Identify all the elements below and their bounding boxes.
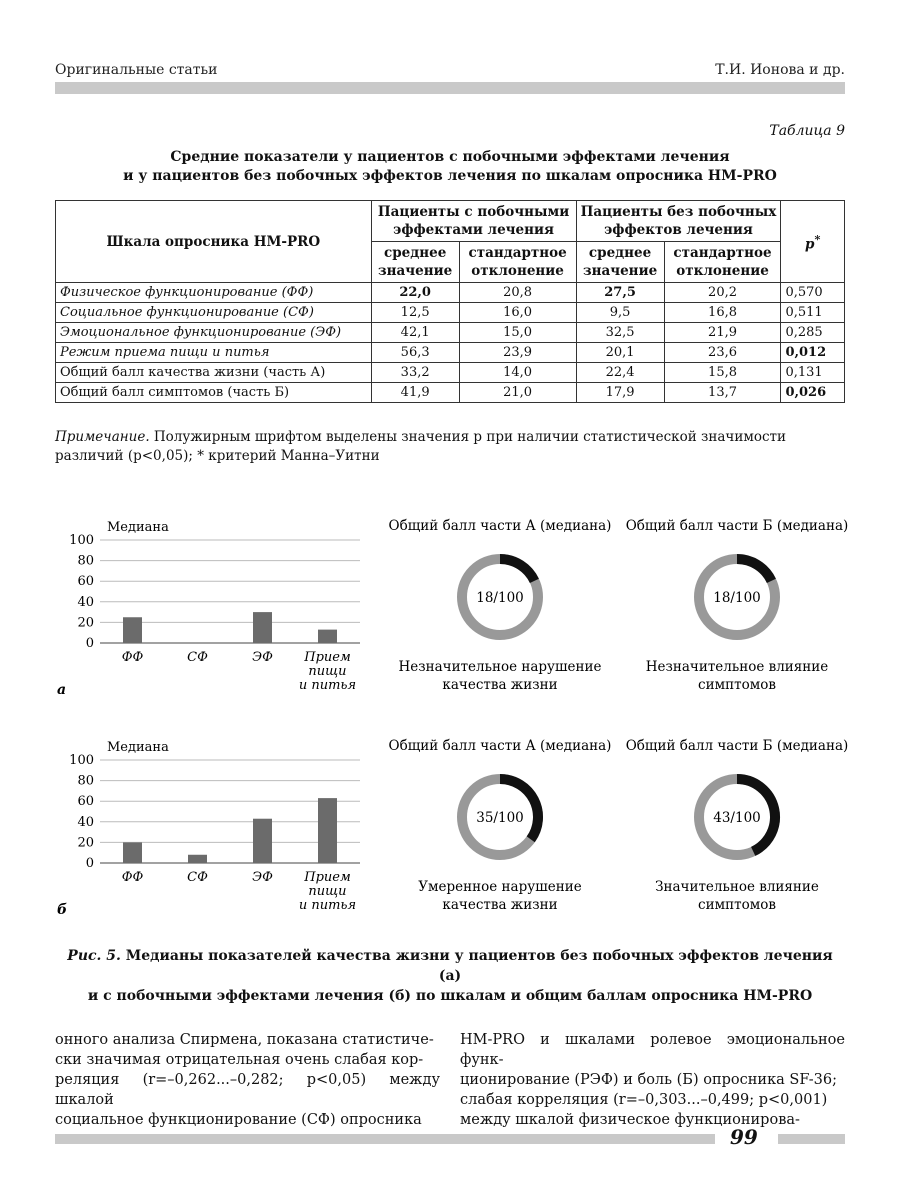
y-tick-label: 0 [85,856,94,871]
bar-chart-title: Медиана [107,520,169,535]
subheader-mean-1: среднее значение [371,242,459,283]
cell-mean1: 12,5 [371,303,459,323]
table-row [56,343,845,363]
bar [253,819,272,863]
body-column-right [460,1030,845,1130]
figure-caption-line1 [55,946,845,986]
y-tick-label: 80 [77,773,94,789]
figure-label: Рис. 5. [67,948,121,964]
cell-sd2: 15,8 [664,363,781,383]
col-header-group2: Пациенты без побочных эффектов лечения [576,201,781,242]
body-line: ски значимая отрицательная очень слабая кор- [55,1052,424,1068]
page-number: 99 [730,1125,758,1149]
x-tick-label: пищи [308,884,347,899]
y-tick-label: 100 [69,533,94,548]
x-tick-label: ФФ [121,870,144,885]
figure-caption-line2: и с побочными эффектами лечения (б) по шкалам и общим баллам опросника HM-PRO [87,988,813,1004]
cell-p: 0,026 [781,383,845,403]
col-header-group1: Пациенты с побочными эффектами лечения [371,201,576,242]
x-tick-label: пищи [308,664,347,679]
body-line: реляция (r=–0,262...–0,282; p<0,05) между шкалой [55,1072,440,1108]
cell-p: 0,285 [781,323,845,343]
y-tick-label: 0 [85,636,94,651]
cell-mean2: 17,9 [576,383,664,403]
bar [318,630,337,643]
table-row [56,363,845,383]
x-tick-label: Прием [304,650,351,665]
cell-mean2: 9,5 [576,303,664,323]
figure-5 [0,500,900,920]
x-tick-label: и питья [298,678,357,693]
cell-sd1: 20,8 [459,283,576,303]
x-tick-label: и питья [298,898,357,913]
donut-caption: симптомов [698,677,776,693]
x-tick-label: СФ [187,650,208,665]
cell-sd2: 13,7 [664,383,781,403]
donut-caption: Умеренное нарушение [418,879,582,895]
donut-title: Общий балл части Б (медиана) [625,738,849,754]
figure-caption [55,946,845,1006]
table-note [55,428,847,466]
donut-value-label: 18/100 [476,590,524,606]
bar [253,612,272,643]
donut-value-arc [737,559,771,581]
data-table [55,200,845,403]
cell-mean1: 22,0 [371,283,459,303]
y-tick-label: 100 [69,753,94,768]
table-row [56,283,845,303]
row-name: Социальное функционирование (СФ) [56,303,372,323]
donut-value-label: 35/100 [476,810,524,826]
cell-mean2: 22,4 [576,363,664,383]
donut-caption: качества жизни [442,677,558,693]
bar-chart-title: Медиана [107,740,169,755]
y-tick-label: 60 [77,574,94,590]
col-header-p [781,201,845,283]
note-label: Примечание. [55,429,150,445]
cell-p: 0,570 [781,283,845,303]
footer-stripe-right [778,1134,845,1144]
bar [318,798,337,863]
col-header-scale: Шкала опросника HM-PRO [56,201,372,283]
y-tick-label: 60 [77,794,94,810]
y-tick-label: 80 [77,553,94,569]
y-tick-label: 40 [77,594,94,610]
bar [123,617,142,643]
panel-label: а [57,682,67,698]
x-tick-label: ФФ [121,650,144,665]
cell-mean1: 42,1 [371,323,459,343]
y-tick-label: 20 [77,615,94,631]
cell-mean1: 56,3 [371,343,459,363]
note-text: Полужирным шрифтом выделены значения p при наличии статистической значимости различий (p<0,05); * критерий Манна–Уитни [55,429,787,464]
figure-caption-text1: Медианы показателей качества жизни у пациентов без побочных эффектов лечения (а) [125,948,833,984]
cell-p: 0,012 [781,343,845,363]
body-line: ционирование (РЭФ) и боль (Б) опросника SF-36; [460,1072,837,1088]
y-tick-label: 20 [77,835,94,851]
row-name: Общий балл симптомов (часть Б) [56,383,372,403]
x-tick-label: ЭФ [252,650,273,665]
donut-title: Общий балл части А (медиана) [388,738,612,754]
cell-sd1: 21,0 [459,383,576,403]
p-letter: p [805,236,815,253]
body-line: HM-PRO и шкалами ролевое эмоциональное функ- [460,1032,845,1068]
table-title-line1: Средние показатели у пациентов с побочными эффектами лечения [170,149,730,165]
donut-caption: симптомов [698,897,776,913]
x-tick-label: Прием [304,870,351,885]
cell-sd1: 15,0 [459,323,576,343]
donut-caption: Незначительное нарушение [398,659,602,675]
table-label: Таблица 9 [769,123,845,139]
header-stripe [55,82,845,94]
running-head-left: Оригинальные статьи [55,62,218,78]
p-asterisk: * [814,231,821,246]
cell-sd1: 14,0 [459,363,576,383]
donut-caption: Значительное влияние [655,879,819,895]
cell-sd2: 21,9 [664,323,781,343]
cell-mean1: 33,2 [371,363,459,383]
x-tick-label: ЭФ [252,870,273,885]
table-row [56,323,845,343]
cell-p: 0,131 [781,363,845,383]
cell-mean1: 41,9 [371,383,459,403]
table-row [56,383,845,403]
cell-sd1: 16,0 [459,303,576,323]
cell-sd2: 20,2 [664,283,781,303]
table-title [55,148,845,186]
table-title-line2: и у пациентов без побочных эффектов лечения по шкалам опросника HM-PRO [123,168,777,184]
cell-mean2: 20,1 [576,343,664,363]
cell-mean2: 32,5 [576,323,664,343]
cell-sd2: 23,6 [664,343,781,363]
row-name: Эмоциональное функционирование (ЭФ) [56,323,372,343]
body-column-left [55,1030,440,1130]
body-line: между шкалой физическое функционирова- [460,1112,800,1128]
body-line: онного анализа Спирмена, показана статистиче- [55,1032,434,1048]
body-line: социальное функционирование (СФ) опросника [55,1112,422,1128]
x-tick-label: СФ [187,870,208,885]
donut-value-label: 18/100 [713,590,761,606]
donut-caption: качества жизни [442,897,558,913]
cell-mean2: 27,5 [576,283,664,303]
row-name: Режим приема пищи и питья [56,343,372,363]
subheader-sd-1: стандартное отклонение [459,242,576,283]
bar [123,842,142,863]
panel-label: б [57,902,68,918]
row-name: Общий балл качества жизни (часть А) [56,363,372,383]
donut-value-arc [500,559,534,581]
donut-caption: Незначительное влияние [645,659,829,675]
running-head-right: Т.И. Ионова и др. [715,62,845,78]
subheader-mean-2: среднее значение [576,242,664,283]
subheader-sd-2: стандартное отклонение [664,242,781,283]
footer-stripe-left [55,1134,715,1144]
cell-p: 0,511 [781,303,845,323]
donut-title: Общий балл части Б (медиана) [625,518,849,534]
table-row [56,303,845,323]
donut-value-label: 43/100 [713,810,761,826]
row-name: Физическое функционирование (ФФ) [56,283,372,303]
cell-sd1: 23,9 [459,343,576,363]
cell-sd2: 16,8 [664,303,781,323]
body-line: слабая корреляция (r=–0,303...–0,499; p<0,001) [460,1092,828,1108]
bar [188,855,207,863]
donut-title: Общий балл части А (медиана) [388,518,612,534]
y-tick-label: 40 [77,814,94,830]
